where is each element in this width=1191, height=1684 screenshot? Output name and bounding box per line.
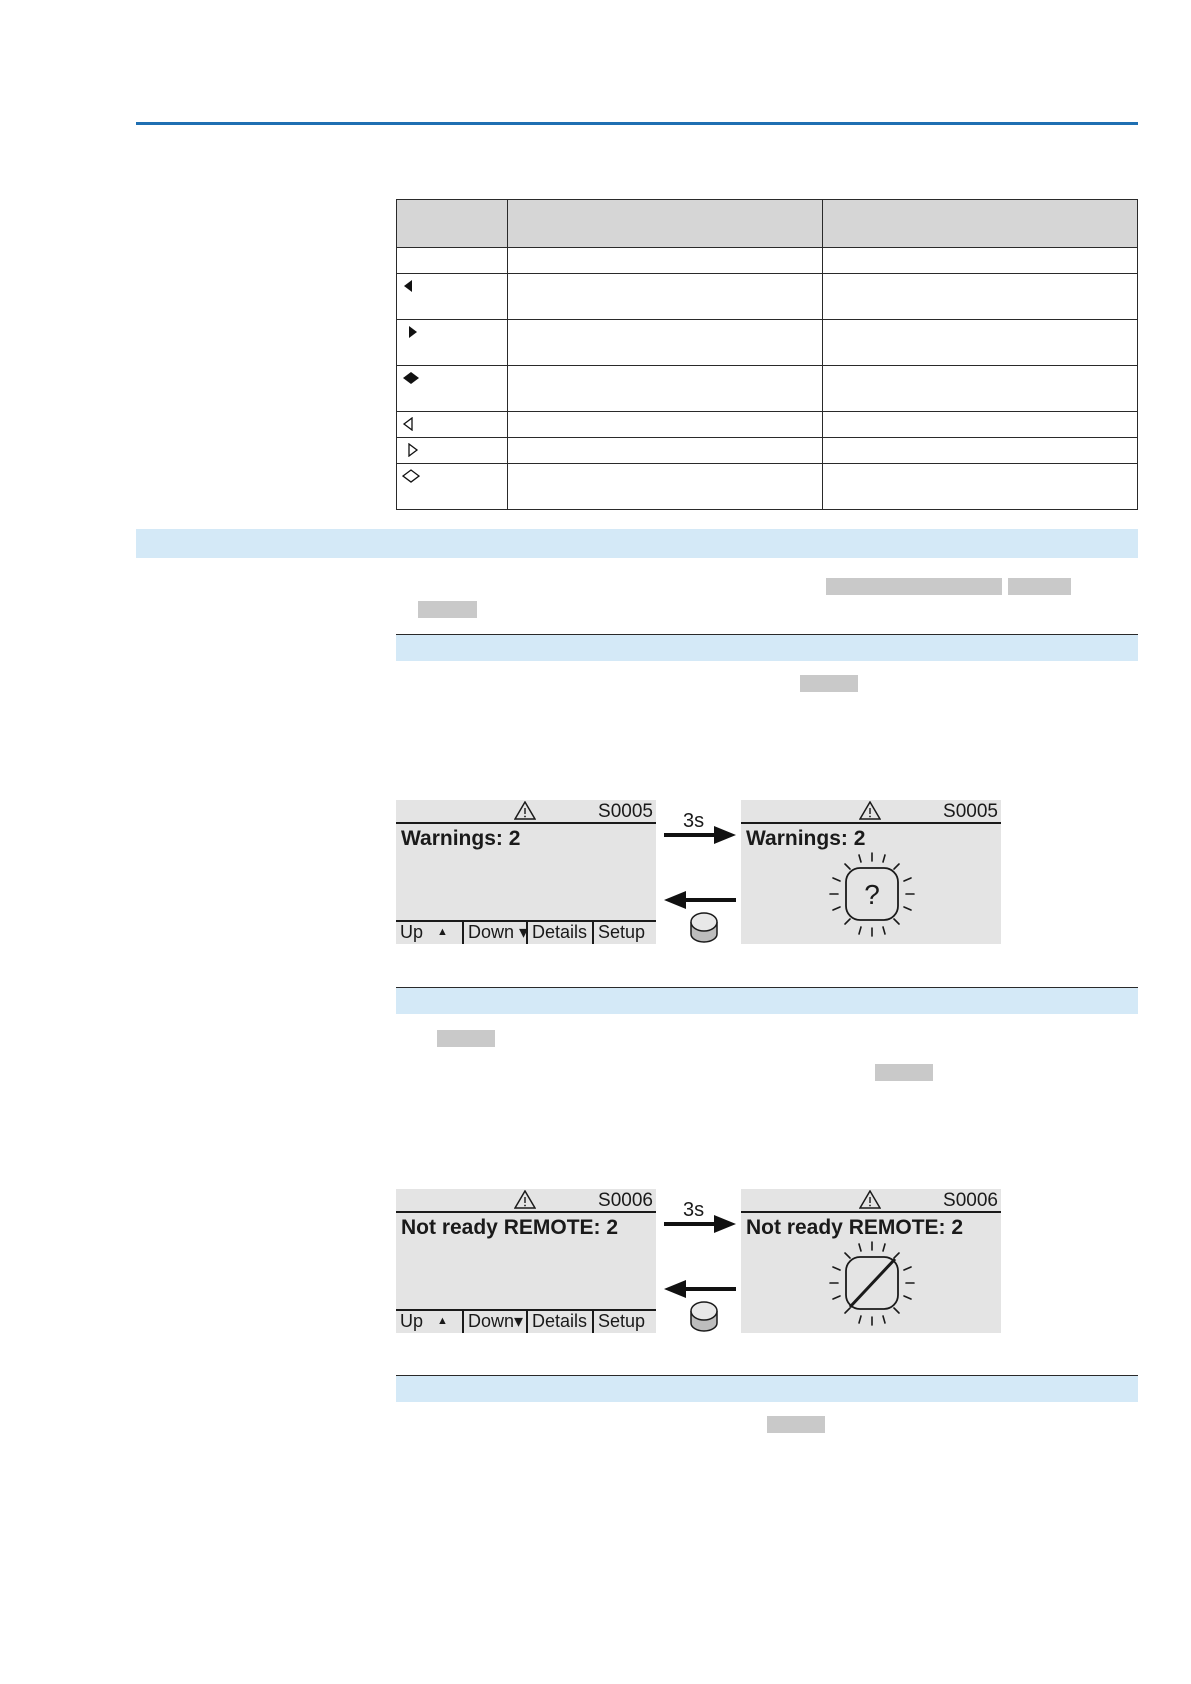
filled-right-triangle-icon (406, 325, 424, 339)
table-row (397, 438, 1138, 464)
status-message: Not ready REMOTE: 2 (746, 1216, 964, 1239)
out-of-specification-icon (825, 1241, 919, 1329)
table-row (397, 412, 1138, 438)
symbol-cell (397, 274, 508, 320)
outline-left-triangle-icon (402, 417, 416, 431)
display-header (741, 800, 1001, 824)
filled-left-triangle-icon (402, 279, 416, 293)
header-rule (136, 122, 1138, 125)
outline-right-triangle-icon (406, 443, 424, 457)
status-code: S0006 (598, 1190, 653, 1211)
svg-text:?: ? (864, 879, 880, 910)
softkey-bar (396, 920, 656, 944)
warning-triangle-icon (859, 801, 881, 820)
table-row (397, 464, 1138, 510)
softkey-up[interactable]: Up ▲ (400, 922, 448, 942)
arrow-left-icon (664, 890, 736, 910)
softkey-bar (396, 1309, 656, 1333)
symbol-cell (397, 464, 508, 510)
softkey-details[interactable]: Details (526, 922, 592, 944)
parameter-reference (418, 601, 477, 618)
softkey-setup[interactable]: Setup (592, 1311, 656, 1333)
status-message: Warnings: 2 (746, 827, 866, 850)
parameter-reference (1008, 578, 1071, 595)
timer-label: 3s (683, 810, 705, 832)
up-arrow-icon: ▲ (437, 926, 448, 938)
table-row (397, 274, 1138, 320)
symbol-cell (397, 366, 508, 412)
help-question-icon (825, 852, 919, 940)
display-header (741, 1189, 1001, 1213)
warning-triangle-icon (859, 1190, 881, 1209)
display-warnings-status (396, 800, 656, 944)
table-header-cell (823, 200, 1138, 248)
timer-label: 3s (683, 1199, 705, 1221)
outline-diamond-icon (402, 469, 420, 483)
softkey-down[interactable]: Down▾ (462, 1311, 526, 1333)
warning-triangle-icon (514, 1190, 536, 1209)
arrow-left-icon (664, 1279, 736, 1299)
status-message: Not ready REMOTE: 2 (401, 1216, 619, 1239)
symbol-cell (397, 320, 508, 366)
symbol-cell (397, 412, 508, 438)
softkey-down[interactable]: Down ▾ (462, 922, 526, 944)
subsection-heading-band (396, 987, 1138, 1014)
table-header-cell (397, 200, 508, 248)
parameter-reference (875, 1064, 933, 1081)
parameter-reference (800, 675, 858, 692)
table-row (397, 366, 1138, 412)
softkey-details[interactable]: Details (526, 1311, 592, 1333)
status-code: S0005 (598, 801, 653, 822)
section-heading-band (136, 529, 1138, 558)
push-button-icon (688, 910, 720, 946)
symbol-cell (397, 438, 508, 464)
arrow-right-icon (664, 825, 736, 845)
status-message: Warnings: 2 (401, 827, 521, 850)
warning-triangle-icon (514, 801, 536, 820)
filled-diamond-icon (402, 371, 420, 385)
display-not-ready-status (396, 1189, 656, 1333)
display-not-ready-help (741, 1189, 1001, 1333)
arrow-right-icon (664, 1214, 736, 1234)
softkey-up[interactable]: Up ▲ (400, 1311, 448, 1331)
softkey-setup[interactable]: Setup (592, 922, 656, 944)
table-header-cell (508, 200, 823, 248)
subsection-heading-band (396, 634, 1138, 661)
status-code: S0006 (943, 1190, 998, 1211)
push-button-icon (688, 1299, 720, 1335)
up-arrow-icon: ▲ (437, 1315, 448, 1327)
symbol-cell (397, 248, 508, 274)
display-header (396, 1189, 656, 1213)
table-header-row (397, 200, 1138, 248)
parameter-reference (826, 578, 1002, 595)
table-row (397, 248, 1138, 274)
status-code: S0005 (943, 801, 998, 822)
subsection-heading-band (396, 1375, 1138, 1402)
parameter-reference (767, 1416, 825, 1433)
table-row (397, 320, 1138, 366)
parameter-reference (437, 1030, 495, 1047)
display-header (396, 800, 656, 824)
symbol-table (396, 199, 1138, 510)
display-warnings-help (741, 800, 1001, 944)
